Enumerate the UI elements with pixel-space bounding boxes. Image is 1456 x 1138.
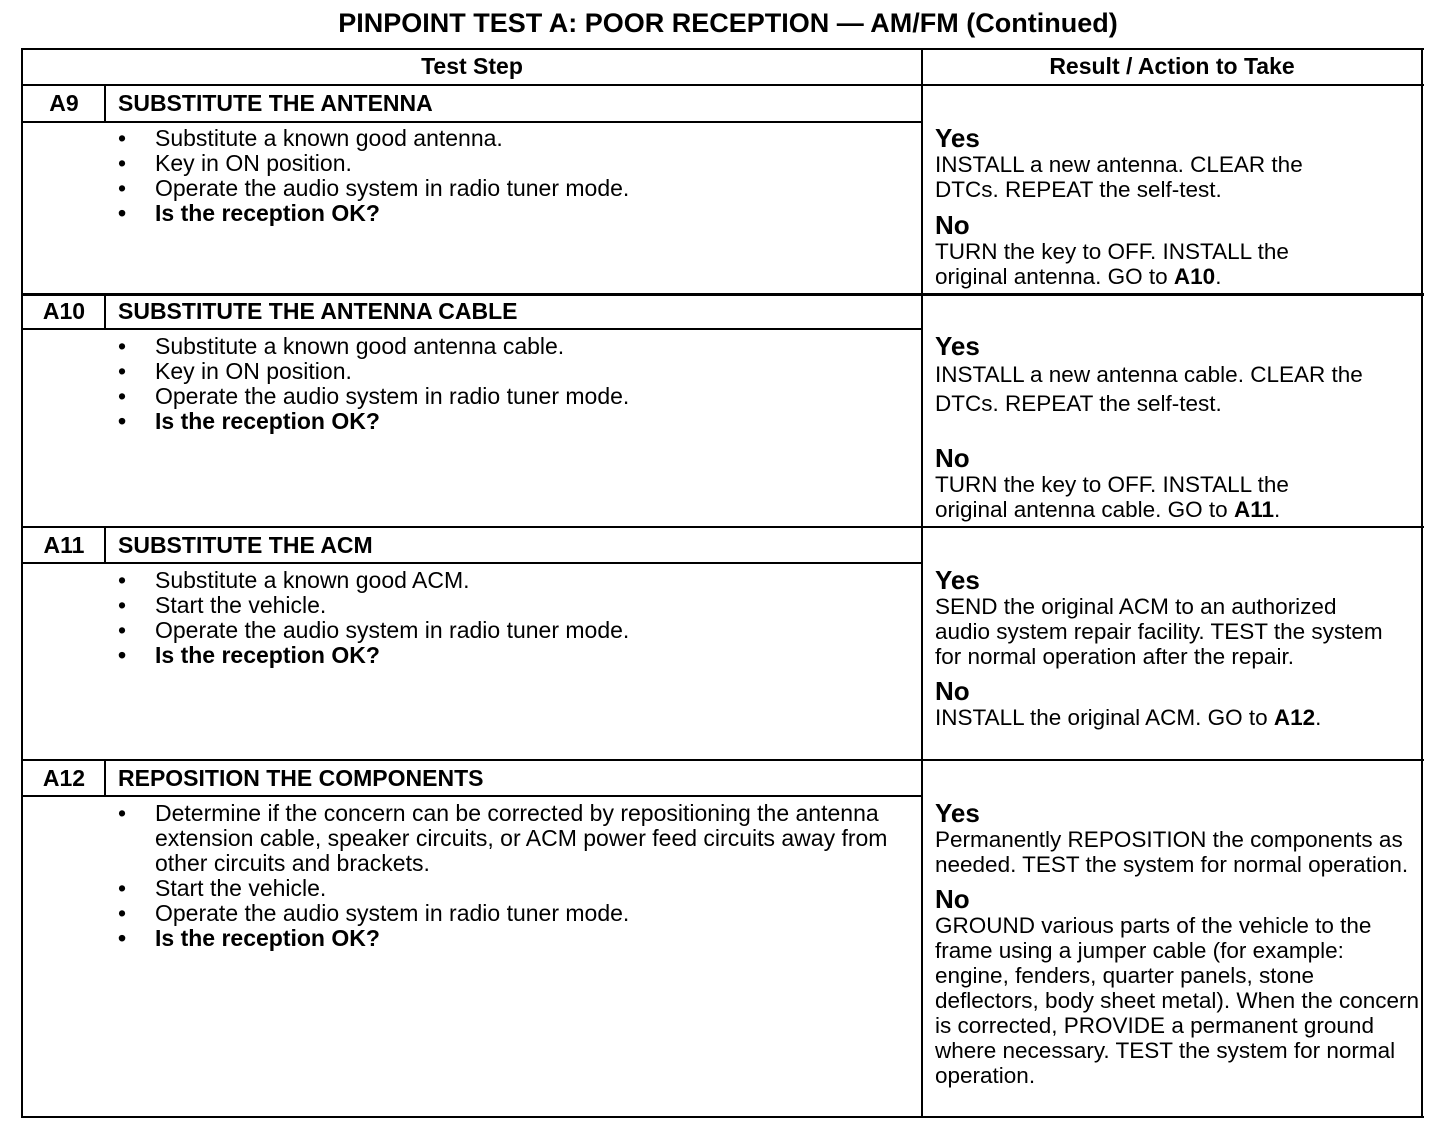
yes-label: Yes [935, 123, 980, 153]
row-a10-title-divider [22, 328, 922, 330]
result-block [935, 124, 1425, 289]
step-title: SUBSTITUTE THE ANTENNA CABLE [118, 298, 518, 324]
step-list [118, 801, 888, 951]
step-list [118, 568, 629, 668]
step-bullet: • Key in ON position. [118, 151, 629, 176]
no-action-text: TURN the key to OFF. INSTALL the original antenna. GO to [935, 239, 1289, 289]
table-border-top [22, 48, 1424, 50]
step-bullet: • Start the vehicle. [118, 593, 629, 618]
no-action-text: TURN the key to OFF. INSTALL the original antenna cable. GO to [935, 472, 1289, 522]
header-test-step: Test Step [421, 53, 523, 79]
table-border-left [21, 48, 23, 1118]
step-bullet: • Start the vehicle. [118, 876, 888, 901]
header-result: Result / Action to Take [1049, 53, 1295, 79]
no-action [935, 472, 1355, 522]
step-bullet: • Substitute a known good antenna. [118, 126, 629, 151]
yes-label: Yes [935, 565, 980, 595]
step-bullet: • Substitute a known good ACM. [118, 568, 629, 593]
yes-action: SEND the original ACM to an authorized audio system repair facility. TEST the system for normal operation after the repair. [935, 594, 1383, 669]
step-bullet: • Operate the audio system in radio tuner mode. [118, 384, 629, 409]
step-title: REPOSITION THE COMPONENTS [118, 765, 484, 791]
no-label: No [935, 443, 970, 473]
no-action-end: . [1274, 497, 1281, 522]
step-bullet: • Operate the audio system in radio tuner mode. [118, 176, 629, 201]
row-divider-a12 [22, 759, 1424, 761]
step-question: • Is the reception OK? [118, 201, 629, 226]
yes-label: Yes [935, 331, 980, 361]
step-id: A11 [43, 532, 85, 558]
step-question: • Is the reception OK? [118, 409, 629, 434]
column-divider [921, 48, 923, 1118]
step-title: SUBSTITUTE THE ACM [118, 532, 373, 558]
result-block [935, 799, 1425, 1088]
yes-label: Yes [935, 798, 980, 828]
no-action-end: . [1215, 264, 1222, 289]
yes-action: INSTALL a new antenna cable. CLEAR the DTCs. REPEAT the self-test. [935, 362, 1363, 416]
no-action-end: . [1315, 705, 1322, 730]
result-block [935, 332, 1425, 522]
page-title: PINPOINT TEST A: POOR RECEPTION — AM/FM (Continued) [338, 8, 1118, 38]
goto-step-link: A10 [1173, 264, 1216, 289]
header-divider [22, 84, 1424, 86]
goto-step-link: A11 [1233, 497, 1274, 522]
step-bullet: • Substitute a known good antenna cable. [118, 334, 629, 359]
step-list [118, 126, 629, 226]
row-a12-title-divider [22, 795, 922, 797]
step-bullet: • Operate the audio system in radio tuner mode. [118, 618, 629, 643]
row-a9-title-divider [22, 121, 922, 123]
no-action [935, 913, 1419, 1088]
no-action [935, 705, 1405, 730]
no-label: No [935, 210, 970, 240]
step-list [118, 334, 629, 434]
step-bullet: • Determine if the concern can be corrected by repositioning the antenna extension cable, speaker circuits, or ACM power feed circuits away from other circuits and brackets. [118, 801, 888, 876]
no-action-text: GROUND various parts of the vehicle to the frame using a jumper cable (for example: engine, fenders, quarter panels, stone deflectors, body sheet metal). When the concern is corrected, PROVIDE a permanent ground where necessary. TEST the system for normal operation. [935, 913, 1420, 1088]
no-label: No [935, 676, 970, 706]
step-title: SUBSTITUTE THE ANTENNA [118, 90, 433, 116]
row-divider-a11 [22, 526, 1424, 528]
step-id: A10 [42, 298, 86, 324]
no-action-text: INSTALL the original ACM. GO to [935, 705, 1274, 730]
yes-action: INSTALL a new antenna. CLEAR the DTCs. REPEAT the self-test. [935, 152, 1303, 202]
row-a11-title-divider [22, 562, 922, 564]
goto-step-link: A12 [1273, 705, 1316, 730]
no-label: No [935, 884, 970, 914]
step-question: • Is the reception OK? [118, 926, 888, 951]
result-block [935, 566, 1425, 730]
no-action [935, 239, 1355, 289]
table-border-bottom [22, 1116, 1424, 1118]
step-id: A9 [49, 90, 79, 116]
yes-action: Permanently REPOSITION the components as needed. TEST the system for normal operation. [935, 827, 1409, 877]
step-bullet: • Operate the audio system in radio tuner mode. [118, 901, 888, 926]
step-question: • Is the reception OK? [118, 643, 629, 668]
step-bullet: • Key in ON position. [118, 359, 629, 384]
step-id: A12 [42, 765, 86, 791]
